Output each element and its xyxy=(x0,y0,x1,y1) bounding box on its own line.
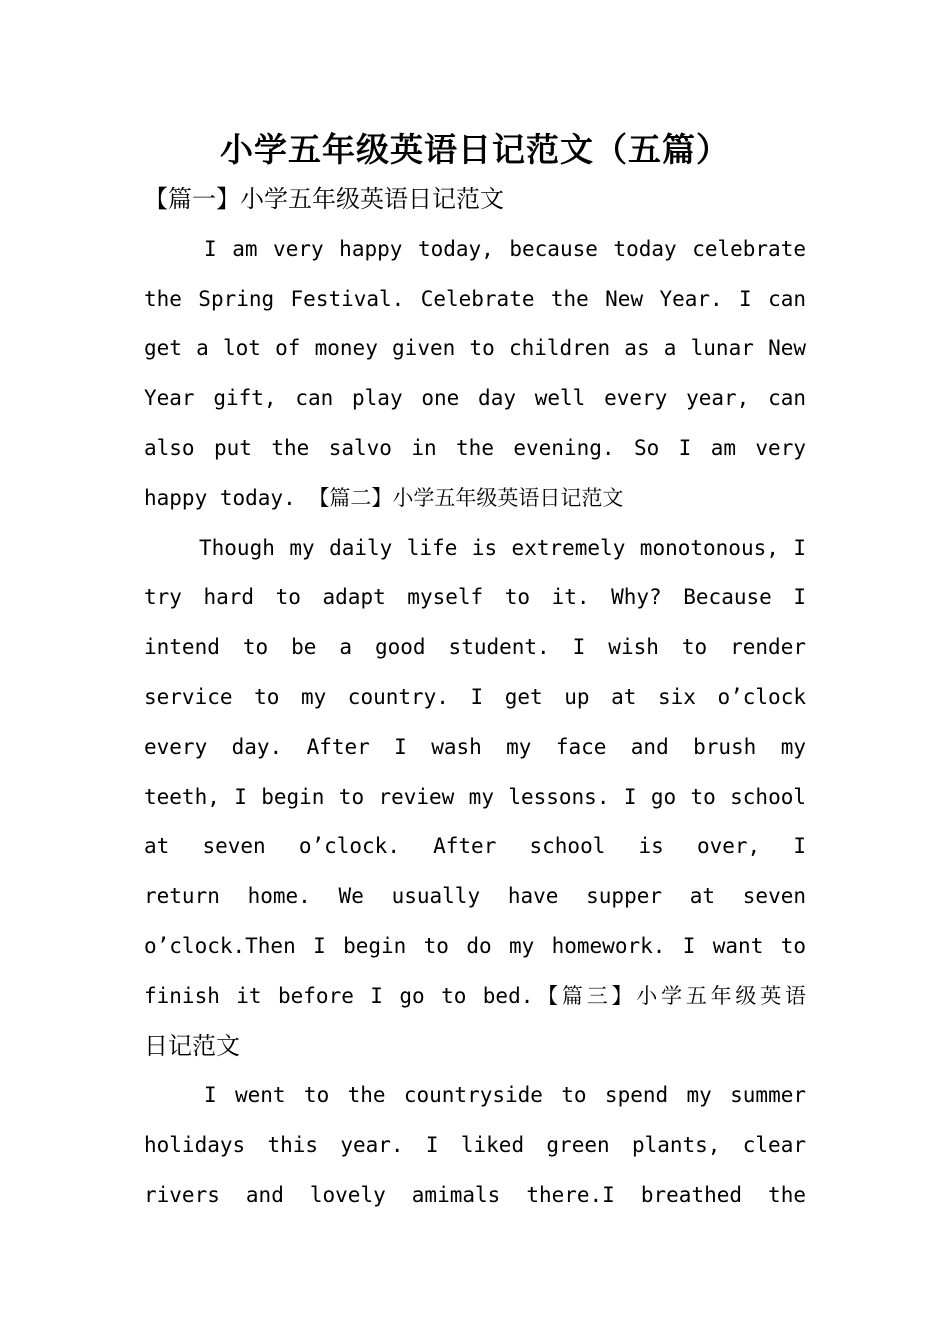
paragraph-line-with-heading: finish it before I go to bed.【篇三】小学五年级英语 xyxy=(144,983,806,1008)
paragraph-line: every day. After I wash my face and brush my xyxy=(144,734,806,759)
document-body xyxy=(144,175,806,1221)
paragraph-line: teeth, I begin to review my lessons. I go to school xyxy=(144,784,806,809)
paragraph-line: o’clock.Then I begin to do my homework. I want to xyxy=(144,933,806,958)
paragraph-line: intend to be a good student. I wish to render xyxy=(144,635,806,660)
paragraph-line: return home. We usually have supper at seven xyxy=(144,884,806,909)
paragraph-line: holidays this year. I liked green plants, clear xyxy=(144,1133,806,1158)
paragraph-line-with-heading: happy today. 【篇二】小学五年级英语日记范文 xyxy=(144,485,624,510)
paragraph-line: Year gift, can play one day well every year, can xyxy=(144,386,806,411)
paragraph-line: service to my country. I get up at six o’clock xyxy=(144,684,806,709)
paragraph-line: at seven o’clock. After school is over, I xyxy=(144,834,806,859)
paragraph-line: I went to the countryside to spend my summer xyxy=(204,1083,806,1108)
paragraph-line: also put the salvo in the evening. So I am very xyxy=(144,435,806,460)
paragraph-line: try hard to adapt myself to it. Why? Because I xyxy=(144,585,806,610)
paragraph-line: I am very happy today, because today celebrate xyxy=(204,236,806,261)
paragraph-line: Though my daily life is extremely monotonous, I xyxy=(199,535,806,560)
section-heading-3-continued: 日记范文 xyxy=(144,1031,240,1060)
paragraph-line: get a lot of money given to children as a lunar New xyxy=(144,336,806,361)
paragraph-line: rivers and lovely amimals there.I breathed the xyxy=(144,1182,806,1207)
paragraph-line: the Spring Festival. Celebrate the New Year. I can xyxy=(144,286,806,311)
document-title: 小学五年级英语日记范文（五篇） xyxy=(220,130,730,169)
section-heading-1: 【篇一】小学五年级英语日记范文 xyxy=(144,185,504,213)
